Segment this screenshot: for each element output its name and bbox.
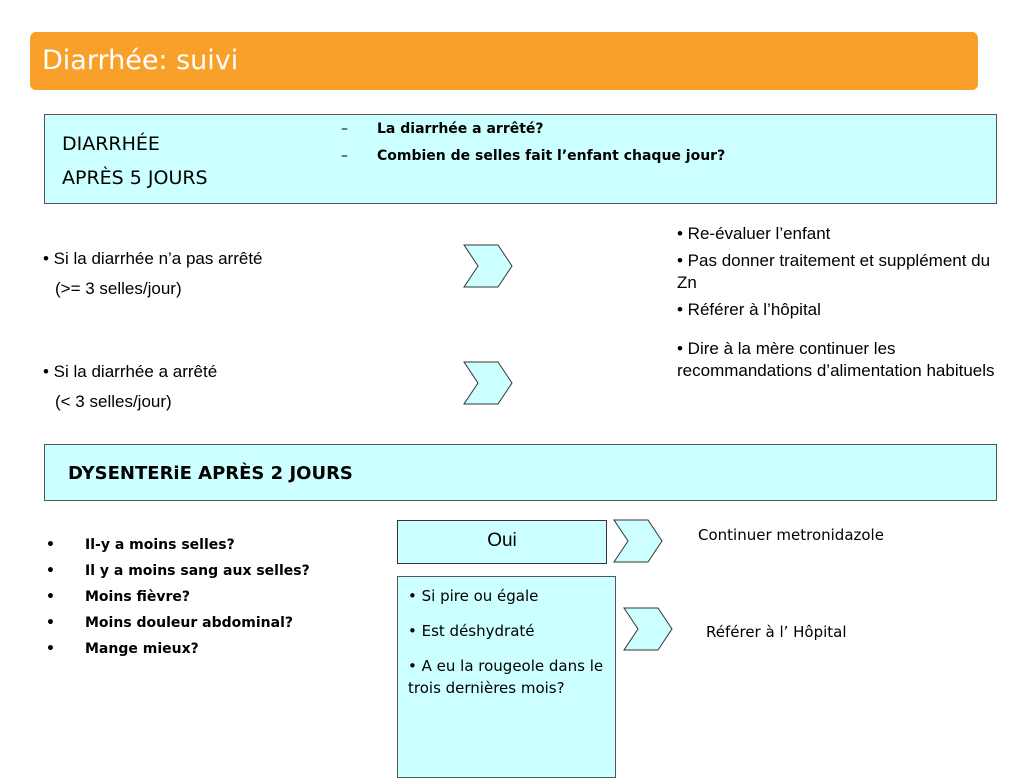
list-item-text: Moins douleur abdominal? [85,615,293,631]
list-item-text: Mange mieux? [85,641,199,657]
dash-bullet: – [341,148,348,164]
condition-sub-line: (>= 3 selles/jour) [55,279,182,298]
list-item [44,589,310,615]
section2-heading: DYSENTERiE APRÈS 2 JOURS [68,463,353,484]
list-item [44,563,310,589]
question-item [341,148,725,175]
question-list [341,121,725,175]
page-title: Diarrhée: suivi [42,45,239,76]
section1-heading-line2: APRÈS 5 JOURS [62,167,208,189]
question-item [341,121,725,148]
oui-label: Oui [487,530,517,551]
bullet-dot: • [46,563,55,579]
question-text: La diarrhée a arrêté? [377,121,544,137]
condition-stopped [43,357,217,417]
diarrhee-header-box [44,114,997,204]
condition-not-stopped [43,244,263,304]
oui-action: Continuer metronidazole [698,526,884,544]
bullet-dot: • [46,641,55,657]
chevron-right-icon [463,361,513,405]
action-item: • Référer à l’hôpital [677,300,821,319]
section1-heading-line1: DIARRHÉE [62,133,160,155]
list-item [44,641,310,667]
dysenterie-question-list [44,537,310,667]
title-bar [30,32,978,90]
oui-box [397,520,607,564]
list-item [44,537,310,563]
question-text: Combien de selles fait l’enfant chaque jour? [377,148,726,164]
chevron-right-icon [613,519,663,563]
dash-bullet: – [341,121,348,137]
list-item [44,615,310,641]
condition-item: • Si pire ou égale [408,587,539,605]
condition-sub-line: (< 3 selles/jour) [55,392,172,411]
list-item-text: Il-y a moins selles? [85,537,235,553]
action-item: • Dire à la mère continuer les recommandations d’alimentation habituels [677,339,995,380]
actions-stopped [677,338,997,387]
chevron-right-icon [623,607,673,651]
chevron-right-icon [463,244,513,288]
dysenterie-header-box [44,444,997,501]
condition-item: • A eu la rougeole dans le trois dernières mois? [408,657,604,697]
worse-conditions-box [397,576,616,778]
condition-item: • Est déshydraté [408,622,535,640]
worse-conditions-list [408,585,608,712]
actions-not-stopped [677,223,997,326]
action-item: • Pas donner traitement et supplément du Zn [677,251,991,292]
condition-line: • Si la diarrhée n’a pas arrêté [43,249,263,268]
list-item-text: Il y a moins sang aux selles? [85,563,310,579]
bullet-dot: • [46,537,55,553]
worse-action: Référer à l’ Hôpital [706,623,847,641]
condition-line: • Si la diarrhée a arrêté [43,362,218,381]
list-item-text: Moins fièvre? [85,589,191,605]
bullet-dot: • [46,615,55,631]
action-item: • Re-évaluer l’enfant [677,224,831,243]
bullet-dot: • [46,589,55,605]
